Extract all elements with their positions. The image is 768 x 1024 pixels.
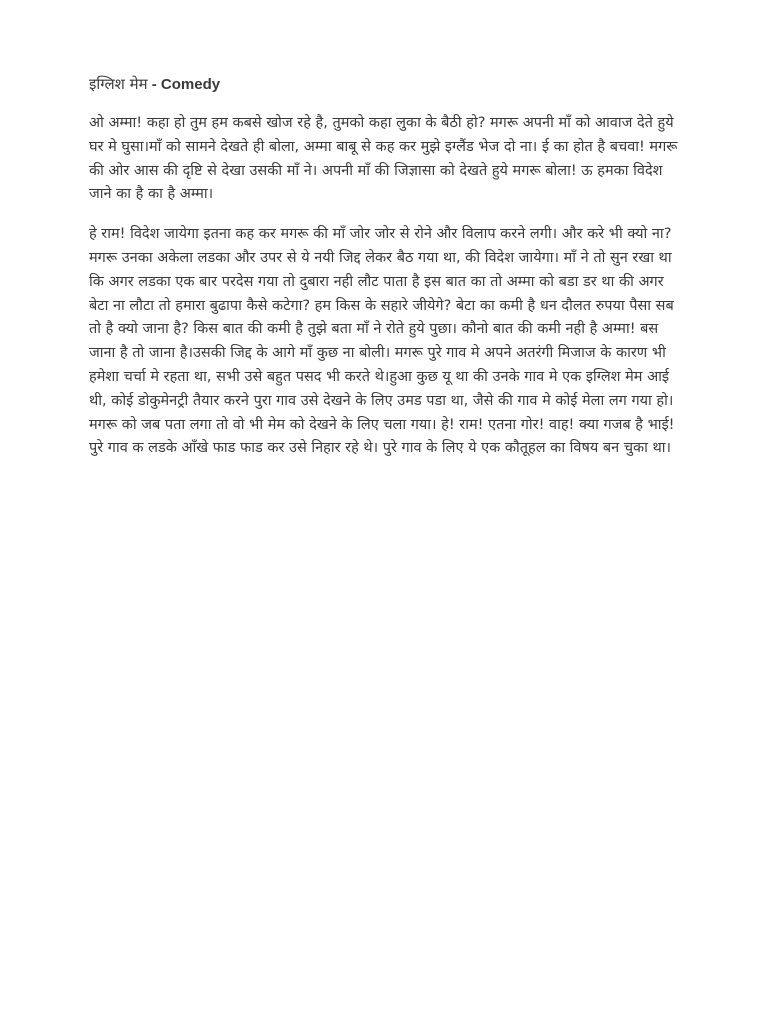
document-body xyxy=(89,72,679,477)
document-title xyxy=(89,72,679,97)
paragraph-2: हे राम! विदेश जायेगा इतना कह कर मगरू की माँ जोर जोर से रोने और विलाप करने लगी। और करे भी क्यो ना? मगरू उनका अकेला लडका और उपर से ये नयी जिद्द लेकर बैठ गया था, की विदेश जायेगा। माँ ने तो सुन रखा था कि अगर लडका एक बार परदेस गया तो दुबारा नही लौट पाता है इस बात का तो अम्मा को बडा डर था की अगर बेटा ना लौटा तो हमारा बुढापा कैसे कटेगा? हम किस के सहारे जीयेगे? बेटा का कमी है धन दौलत रुपया पैसा सब तो है क्यो जाना है? किस बात की कमी है तुझे बता माँ ने रोते हुये पुछा। कौनो बात की कमी नही है अम्मा! बस जाना है तो जाना है।उसकी जिद्द के आगे माँ कुछ ना बोली। मगरू पुरे गाव मे अपने अतरंगी मिजाज के कारण भी हमेशा चर्चा मे रहता था, सभी उसे बहुत पसद भी करते थे।हुआ कुछ यू था की उनके गाव मे एक इग्लिश मेम आई थी, कोई डोकुमेनट्री तैयार करने पुरा गाव उसे देखने के लिए उमड पडा था, जैसे की गाव मे कोई मेला लग गया हो।मगरू को जब पता लगा तो वो भी मेम को देखने के लिए चला गया। हे! राम! एतना गोर! वाह! क्या गजब है भाई! पुरे गाव क लडके आँखे फाड फाड कर उसे निहार रहे थे। पुरे गाव के लिए ये एक कौतूहल का विषय बन चुका था। xyxy=(89,226,675,457)
paragraph-1: ओ अम्मा! कहा हो तुम हम कबसे खोज रहे है, तुमको कहा लुका के बैठी हो? मगरू अपनी माँ को आवाज देते हुये घर मे घुसा।माँ को सामने देखते ही बोला, अम्मा बाबू से कह कर मुझे इग्लैंड भेज दो ना। ई का होत है बचवा! मगरू की ओर आस की दृष्टि से देखा उसकी माँ ने। अपनी माँ की जिज्ञासा को देखते हुये मगरू बोला! ऊ हमका विदेश जाने का है का है अम्मा। xyxy=(89,115,678,203)
title-separator: - xyxy=(147,76,161,93)
title-english: Comedy xyxy=(160,76,221,93)
title-hindi: इग्लिश मेम xyxy=(89,75,148,93)
